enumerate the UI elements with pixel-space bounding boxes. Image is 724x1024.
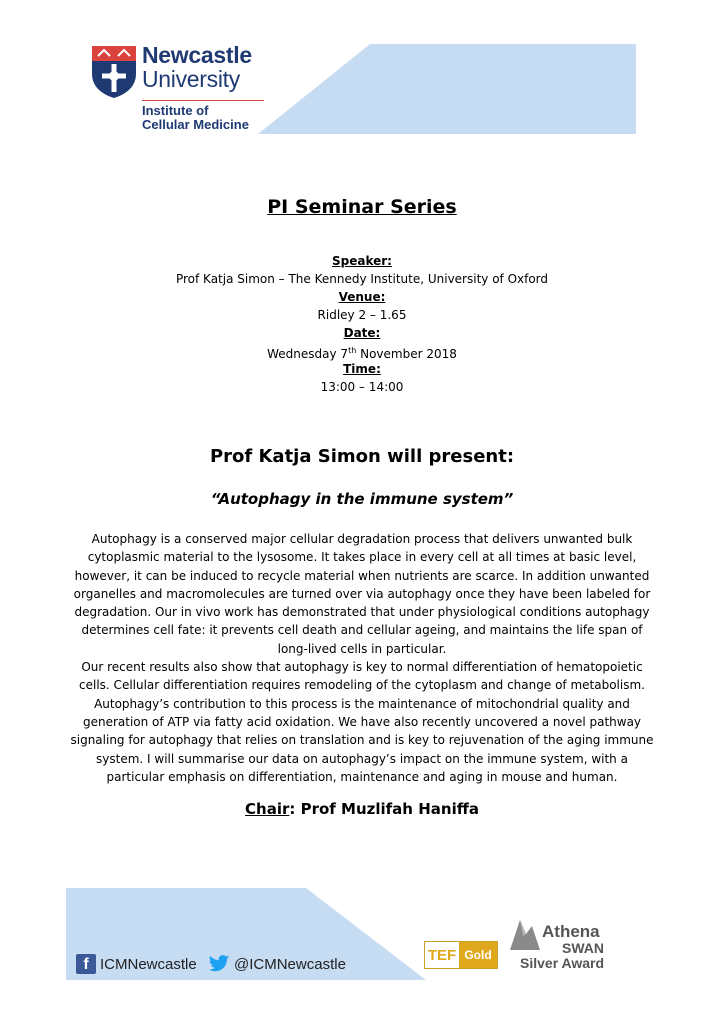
athena-line3: Silver Award [520,955,605,971]
facebook-icon: f [76,954,96,974]
date-label-text: Date: [343,326,381,340]
institute-line1: Institute of [142,103,209,118]
university-name-line2: University [142,66,240,92]
time-label [0,360,724,378]
athena-line2: SWAN [562,940,604,956]
page-title: PI Seminar Series [267,196,457,218]
presenter-heading: Prof Katja Simon will present: [209,446,515,467]
athena-line1: Athena [542,922,600,941]
speaker-label-text: Speaker: [332,254,392,268]
time-value: 13:00 – 14:00 [320,380,404,394]
date-suffix: November 2018 [356,347,457,361]
facebook-handle: ICMNewcastle [100,955,197,973]
talk-title: “Autophagy in the immune system” [210,490,514,508]
abstract-paragraph-2: Our recent results also show that autophagy is key to normal differentiation of hematopoietic cells. Cellular differentiation requires remodeling of the cytoplasm and change of metabolism. Autophagy’s contribution to this process is the maintenance of mitochondrial quality and generation of ATP via fatty acid oxidation. We have also recently uncovered a novel pathway signaling for autophagy that relies on translation and is key to rejuvenation of the aging immune system. I will summarise our data on autophagy’s impact on the immune system, with a particular emphasis on differentiation, maintenance and aging in mouse and human. [70,660,654,784]
speaker-value: Prof Katja Simon – The Kennedy Institute, University of Oxford [175,272,549,286]
twitter-bird-icon [208,954,230,974]
date-prefix: Wednesday 7 [267,347,349,361]
tef-gold-label: Gold [459,942,497,968]
time-label-text: Time: [343,362,381,376]
header-banner [258,44,636,134]
institute-line2: Cellular Medicine [142,117,249,132]
chair-label: Chair [245,800,290,818]
venue-label [0,288,724,306]
university-logo [90,44,270,134]
twitter-handle: @ICMNewcastle [234,955,346,973]
abstract [66,530,658,786]
logo-divider [142,100,264,101]
tef-label: TEF [425,942,459,968]
athena-swan-icon [506,916,542,952]
date-label [0,324,724,342]
speaker-label [0,252,724,270]
venue-value: Ridley 2 – 1.65 [317,308,407,322]
abstract-paragraph-1: Autophagy is a conserved major cellular degradation process that delivers unwanted bulk cytoplasmic material to the lysosome. It takes place in every cell at all times at basic level, however, it can be induced to recycle material when nutrients are scarce. In addition unwanted organelles and macromolecules are turned over via autophagy once they have been labeled for degradation. Our in vivo work has demonstrated that under physiological conditions autophagy determines cell fate: it prevents cell death and cellular ageing, and maintains the life span of long-lived cells in particular. [73,532,651,656]
twitter-link[interactable] [208,952,346,976]
chair-value: : Prof Muzlifah Haniffa [289,800,479,818]
facebook-link[interactable] [76,952,197,976]
chair-line [0,800,724,818]
university-crest-icon [90,44,138,99]
tef-gold-badge [424,941,498,969]
date-ordinal: th [348,346,357,355]
venue-label-text: Venue: [338,290,386,304]
university-name-line1: Newcastle [142,42,252,68]
